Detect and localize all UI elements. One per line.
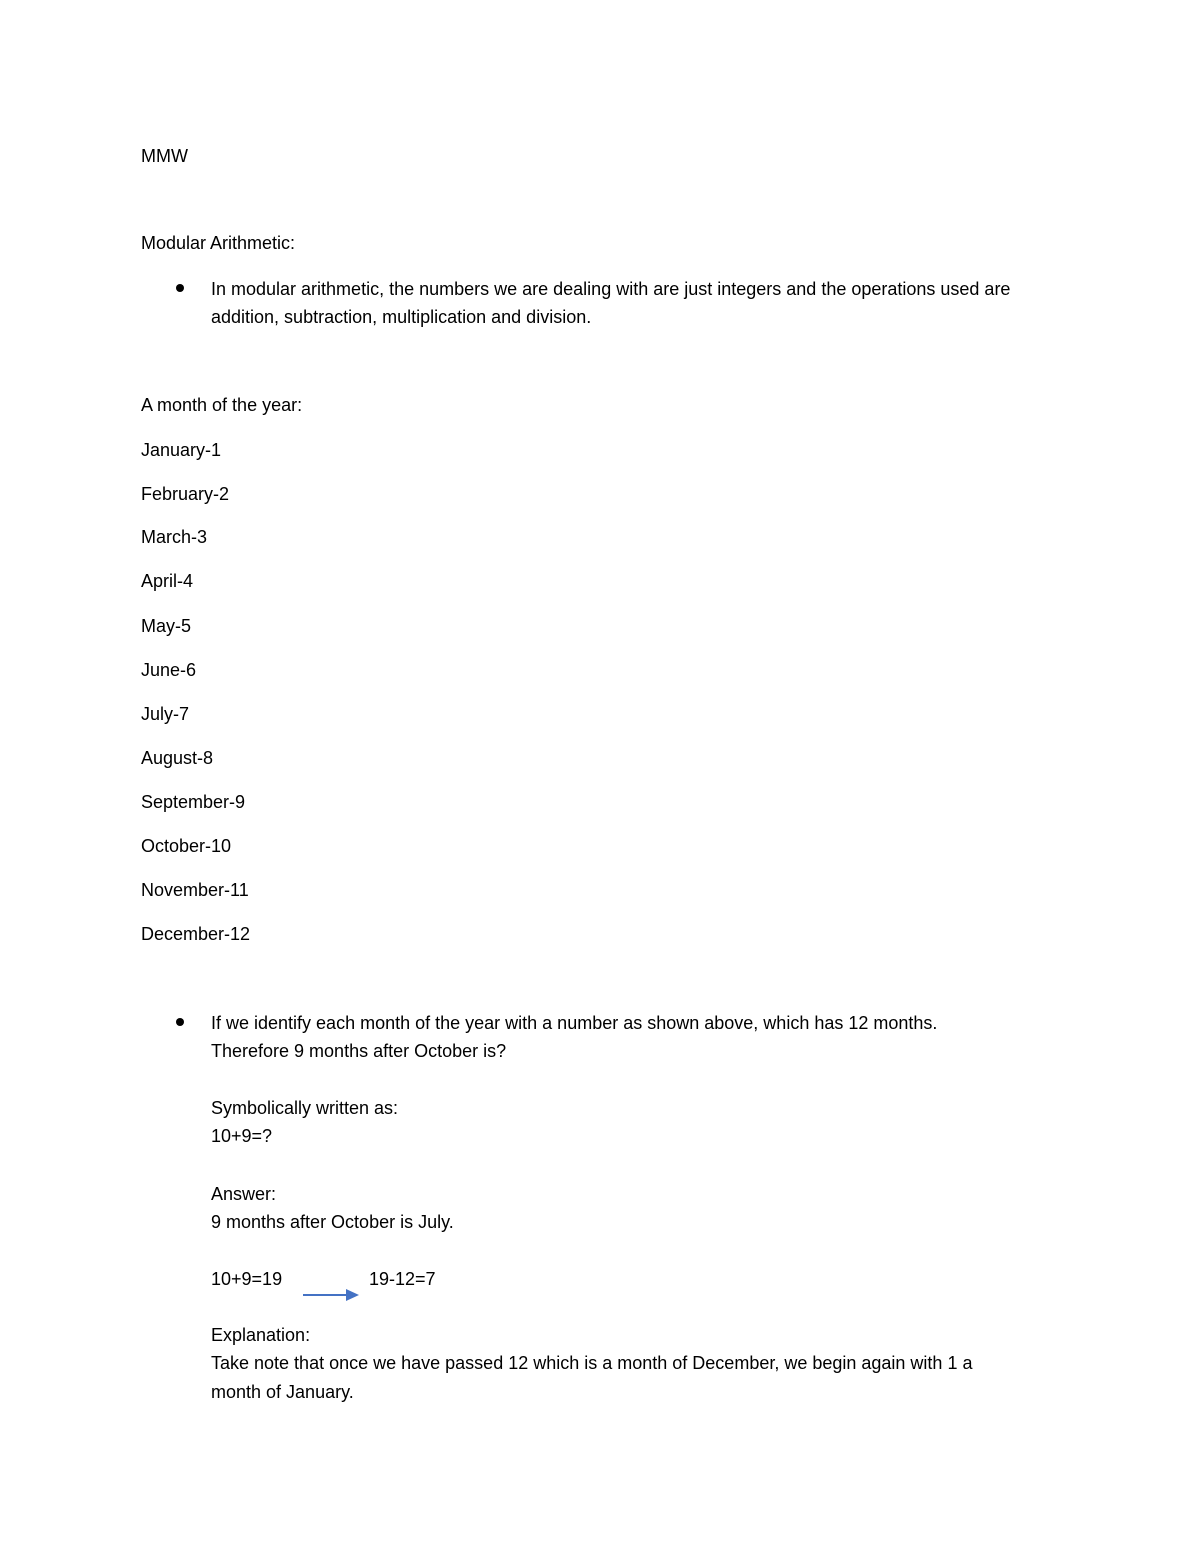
- bullet-paragraph-definition: In modular arithmetic, the numbers we are dealing with are just integers and the operations used are addition, subtraction, multiplication and division.: [211, 279, 1011, 327]
- month-item: November-11: [141, 880, 249, 900]
- question-line-1: If we identify each month of the year with a number as shown above, which has 12 months.: [211, 1013, 938, 1033]
- symbolic-label: Symbolically written as:: [211, 1098, 399, 1118]
- answer-label: Answer:: [211, 1184, 277, 1204]
- month-item: February-2: [141, 484, 230, 504]
- month-item: September-9: [141, 792, 246, 812]
- bullet-marker: [176, 284, 184, 292]
- explanation-label: Explanation:: [211, 1325, 311, 1345]
- right-arrow-icon: [302, 1286, 362, 1302]
- month-item: December-12: [141, 924, 251, 944]
- month-item: March-3: [141, 527, 208, 547]
- calc-left: 10+9=19: [211, 1269, 283, 1289]
- month-item: April-4: [141, 571, 194, 591]
- month-item: October-10: [141, 836, 232, 856]
- month-item: July-7: [141, 704, 190, 724]
- document-title: MMW: [141, 146, 188, 166]
- question-line-2: Therefore 9 months after October is?: [211, 1041, 507, 1061]
- symbolic-expression: 10+9=?: [211, 1126, 273, 1146]
- months-heading: A month of the year:: [141, 395, 303, 415]
- explanation-line-1: Take note that once we have passed 12 which is a month of December, we begin again with 1 a: [211, 1353, 973, 1373]
- calc-right: 19-12=7: [369, 1269, 436, 1289]
- explanation-line-2: month of January.: [211, 1382, 354, 1402]
- month-item: January-1: [141, 440, 222, 460]
- month-item: June-6: [141, 660, 197, 680]
- bullet-marker: [176, 1018, 184, 1026]
- month-item: August-8: [141, 748, 214, 768]
- answer-text: 9 months after October is July.: [211, 1212, 454, 1232]
- section-heading: Modular Arithmetic:: [141, 233, 296, 253]
- month-item: May-5: [141, 616, 192, 636]
